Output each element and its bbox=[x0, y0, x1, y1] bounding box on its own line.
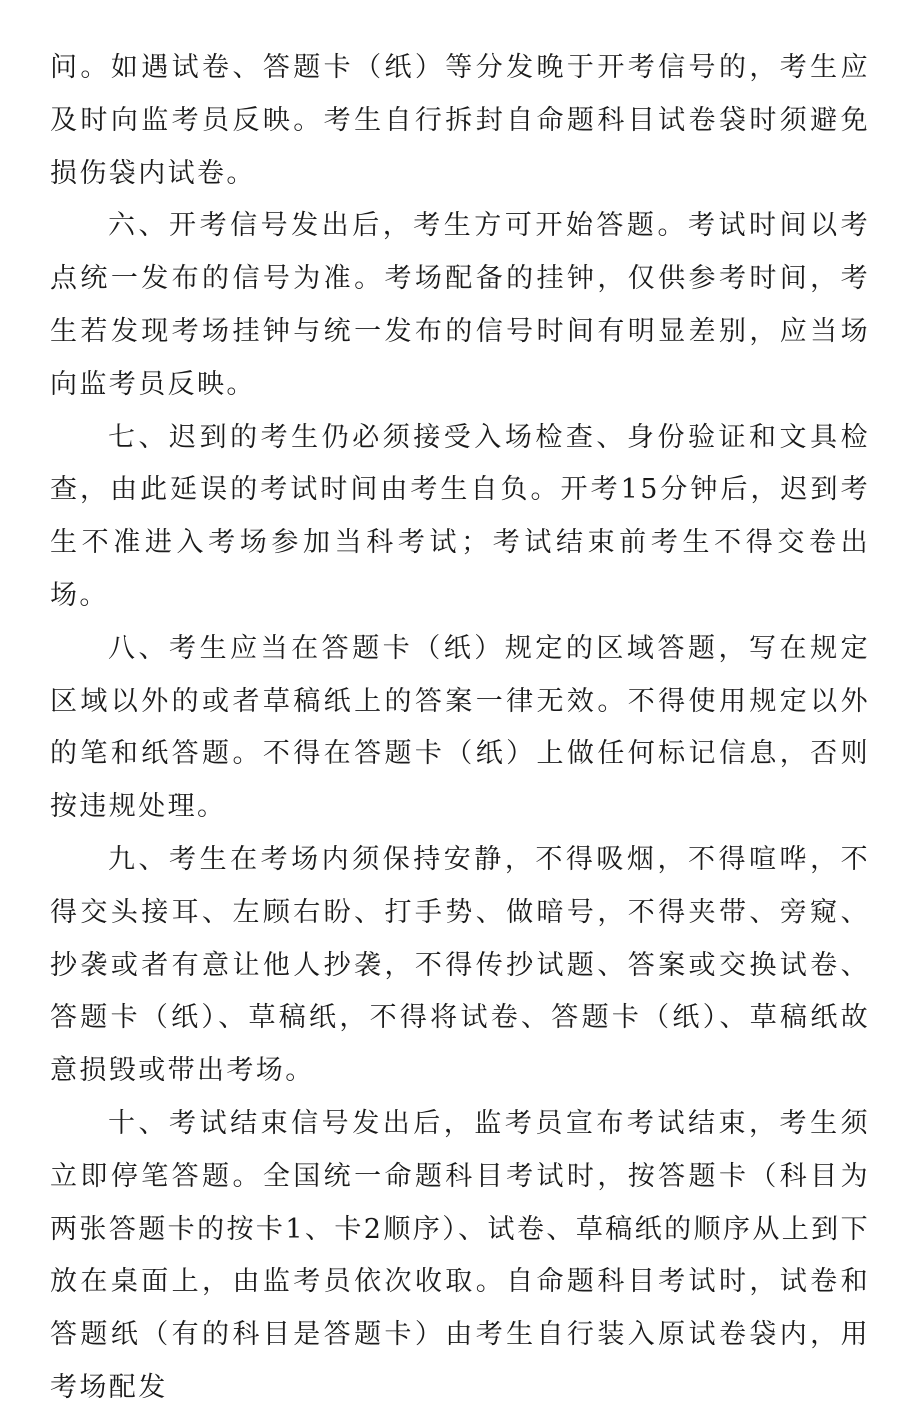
paragraph-continuation: 问。如遇试卷、答题卡（纸）等分发晚于开考信号的，考生应及时向监考员反映。考生自行拆封自命题科目试卷袋时须避免损伤袋内试卷。 bbox=[50, 52, 870, 189]
paragraph-rule-9: 九、考生在考场内须保持安静，不得吸烟，不得喧哗，不得交头接耳、左顾右盼、打手势、做暗号，不得夹带、旁窥、抄袭或者有意让他人抄袭，不得传抄试题、答案或交换试卷、答题卡（纸）、草稿纸，不得将试卷、答题卡（纸）、草稿纸故意损毁或带出考场。 bbox=[50, 843, 870, 1087]
document-body bbox=[50, 42, 870, 1415]
paragraph-rule-8: 八、考生应当在答题卡（纸）规定的区域答题，写在规定区域以外的或者草稿纸上的答案一律无效。不得使用规定以外的笔和纸答题。不得在答题卡（纸）上做任何标记信息，否则按违规处理。 bbox=[50, 632, 870, 823]
paragraph-rule-6: 六、开考信号发出后，考生方可开始答题。考试时间以考点统一发布的信号为准。考场配备的挂钟，仅供参考时间，考生若发现考场挂钟与统一发布的信号时间有明显差别，应当场向监考员反映。 bbox=[50, 210, 870, 400]
paragraph-rule-7: 七、迟到的考生仍必须接受入场检查、身份验证和文具检查，由此延误的考试时间由考生自负。开考15分钟后，迟到考生不准进入考场参加当科考试；考试结束前考生不得交卷出场。 bbox=[50, 421, 870, 611]
paragraph-rule-10: 十、考试结束信号发出后，监考员宣布考试结束，考生须立即停笔答题。全国统一命题科目考试时，按答题卡（科目为两张答题卡的按卡1、卡2顺序）、试卷、草稿纸的顺序从上到下放在桌面上，由监考员依次收取。自命题科目考试时，试卷和答题纸（有的科目是答题卡）由考生自行装入原试卷袋内，用考场配发 bbox=[50, 1107, 870, 1403]
